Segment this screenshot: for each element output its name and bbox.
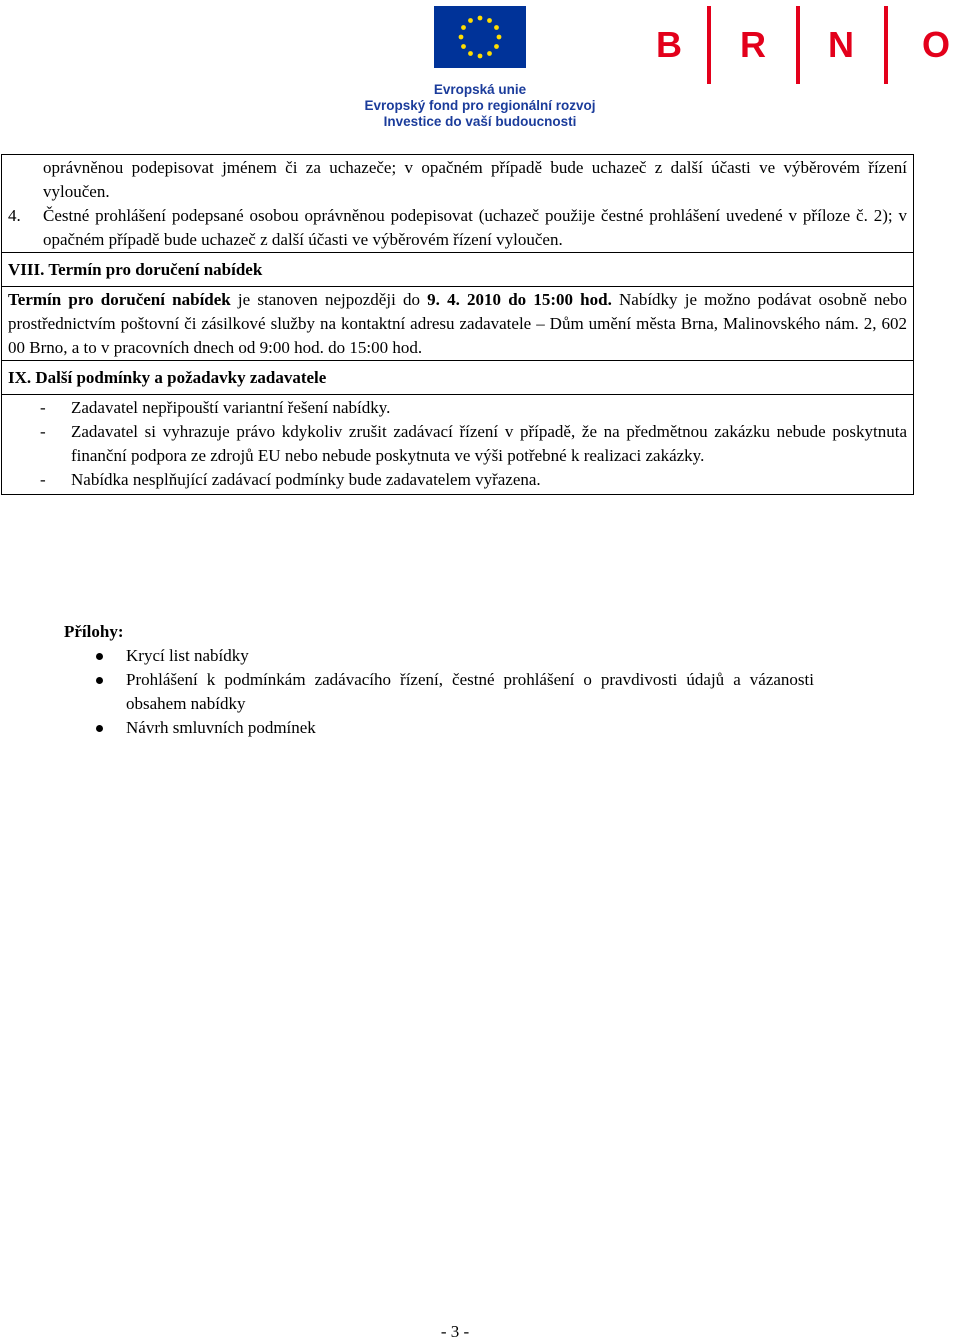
section-9-body [2, 395, 913, 494]
dash-bullet: - [40, 398, 46, 417]
eu-caption [300, 82, 660, 130]
intro-paragraph: oprávněnou podepisovat jménem či za uchazeče; v opačném případě bude uchazeč z další účasti ve výběrovém řízení vyloučen. [43, 158, 907, 201]
section-8-heading: VIII. Termín pro doručení nabídek [2, 253, 913, 287]
attachments-section [64, 620, 864, 740]
brno-letter-b: B [656, 24, 682, 65]
condition-item [8, 468, 907, 492]
condition-text: Zadavatel nepřipouští variantní řešení nabídky. [71, 398, 391, 417]
dash-bullet: - [40, 422, 46, 441]
dash-bullet: - [40, 470, 46, 489]
section-9-heading: IX. Další podmínky a požadavky zadavatele [2, 361, 913, 395]
item-4-paragraph [8, 204, 907, 252]
brno-city-logo [650, 2, 960, 86]
eu-line-3: Investice do vaší budoucnosti [383, 114, 577, 129]
brno-letter-n: N [828, 24, 854, 65]
item-4-text: Čestné prohlášení podepsané osobou oprávněnou podepisovat (uchazeč použije čestné prohlášení uvedené v příloze č. 2); v opačném případě bude uchazeč z další účasti ve výběrovém řízení vyloučen. [43, 206, 907, 249]
section-8-body [2, 287, 913, 361]
eu-flag-icon [434, 6, 526, 68]
condition-text: Nabídka nesplňující zadávací podmínky bude zadavatelem vyřazena. [71, 470, 541, 489]
attachments-list [64, 644, 864, 740]
conditions-table [1, 154, 914, 495]
deadline-paragraph [8, 288, 907, 360]
attachment-text: Krycí list nabídky [126, 646, 249, 665]
attachments-title: Přílohy: [64, 622, 124, 641]
qualification-row [2, 155, 913, 253]
condition-text: Zadavatel si vyhrazuje právo kdykoliv zrušit zadávací řízení v případě, že na předmětnou zakázku nebude poskytnuta finanční podpora ze zdrojů EU nebo nebude poskytnuta ve výši potřebné k realizaci zakázky. [71, 422, 907, 465]
deadline-mid: je stanoven nejpozději do [230, 290, 428, 309]
eu-line-2: Evropský fond pro regionální rozvoj [364, 98, 596, 113]
brno-letter-r: R [740, 24, 766, 65]
brno-letter-o: O [922, 24, 951, 65]
bullet-icon [96, 653, 103, 660]
deadline-rest: Nabídky je možno podávat osobně nebo prostřednictvím poštovní či zásilkové služby na kontaktní adresu zadavatele – Dům umění města Brna, Malinovského nám. 2, 602 00 Brno, a to v pracovních dnech od 9:00 hod. do 15:00 hod. [8, 290, 907, 357]
attachment-text: Prohlášení k podmínkám zadávacího řízení, čestné prohlášení o pravdivosti údajů a vázanosti obsahem nabídky [126, 670, 814, 713]
condition-item [8, 396, 907, 420]
eu-logo-block [300, 6, 660, 130]
attachment-text: Návrh smluvních podmínek [126, 718, 316, 737]
bullet-icon [96, 725, 103, 732]
attachment-item [64, 716, 864, 740]
attachment-item [64, 668, 864, 716]
page-number: - 3 - [440, 1322, 470, 1341]
deadline-date: 9. 4. 2010 do 15:00 hod. [427, 290, 612, 309]
bullet-icon [96, 677, 103, 684]
deadline-lead: Termín pro doručení nabídek [8, 290, 231, 309]
item-4-number: 4. [8, 206, 21, 225]
condition-item [8, 420, 907, 468]
eu-line-1: Evropská unie [433, 82, 527, 97]
attachment-item [64, 644, 864, 668]
